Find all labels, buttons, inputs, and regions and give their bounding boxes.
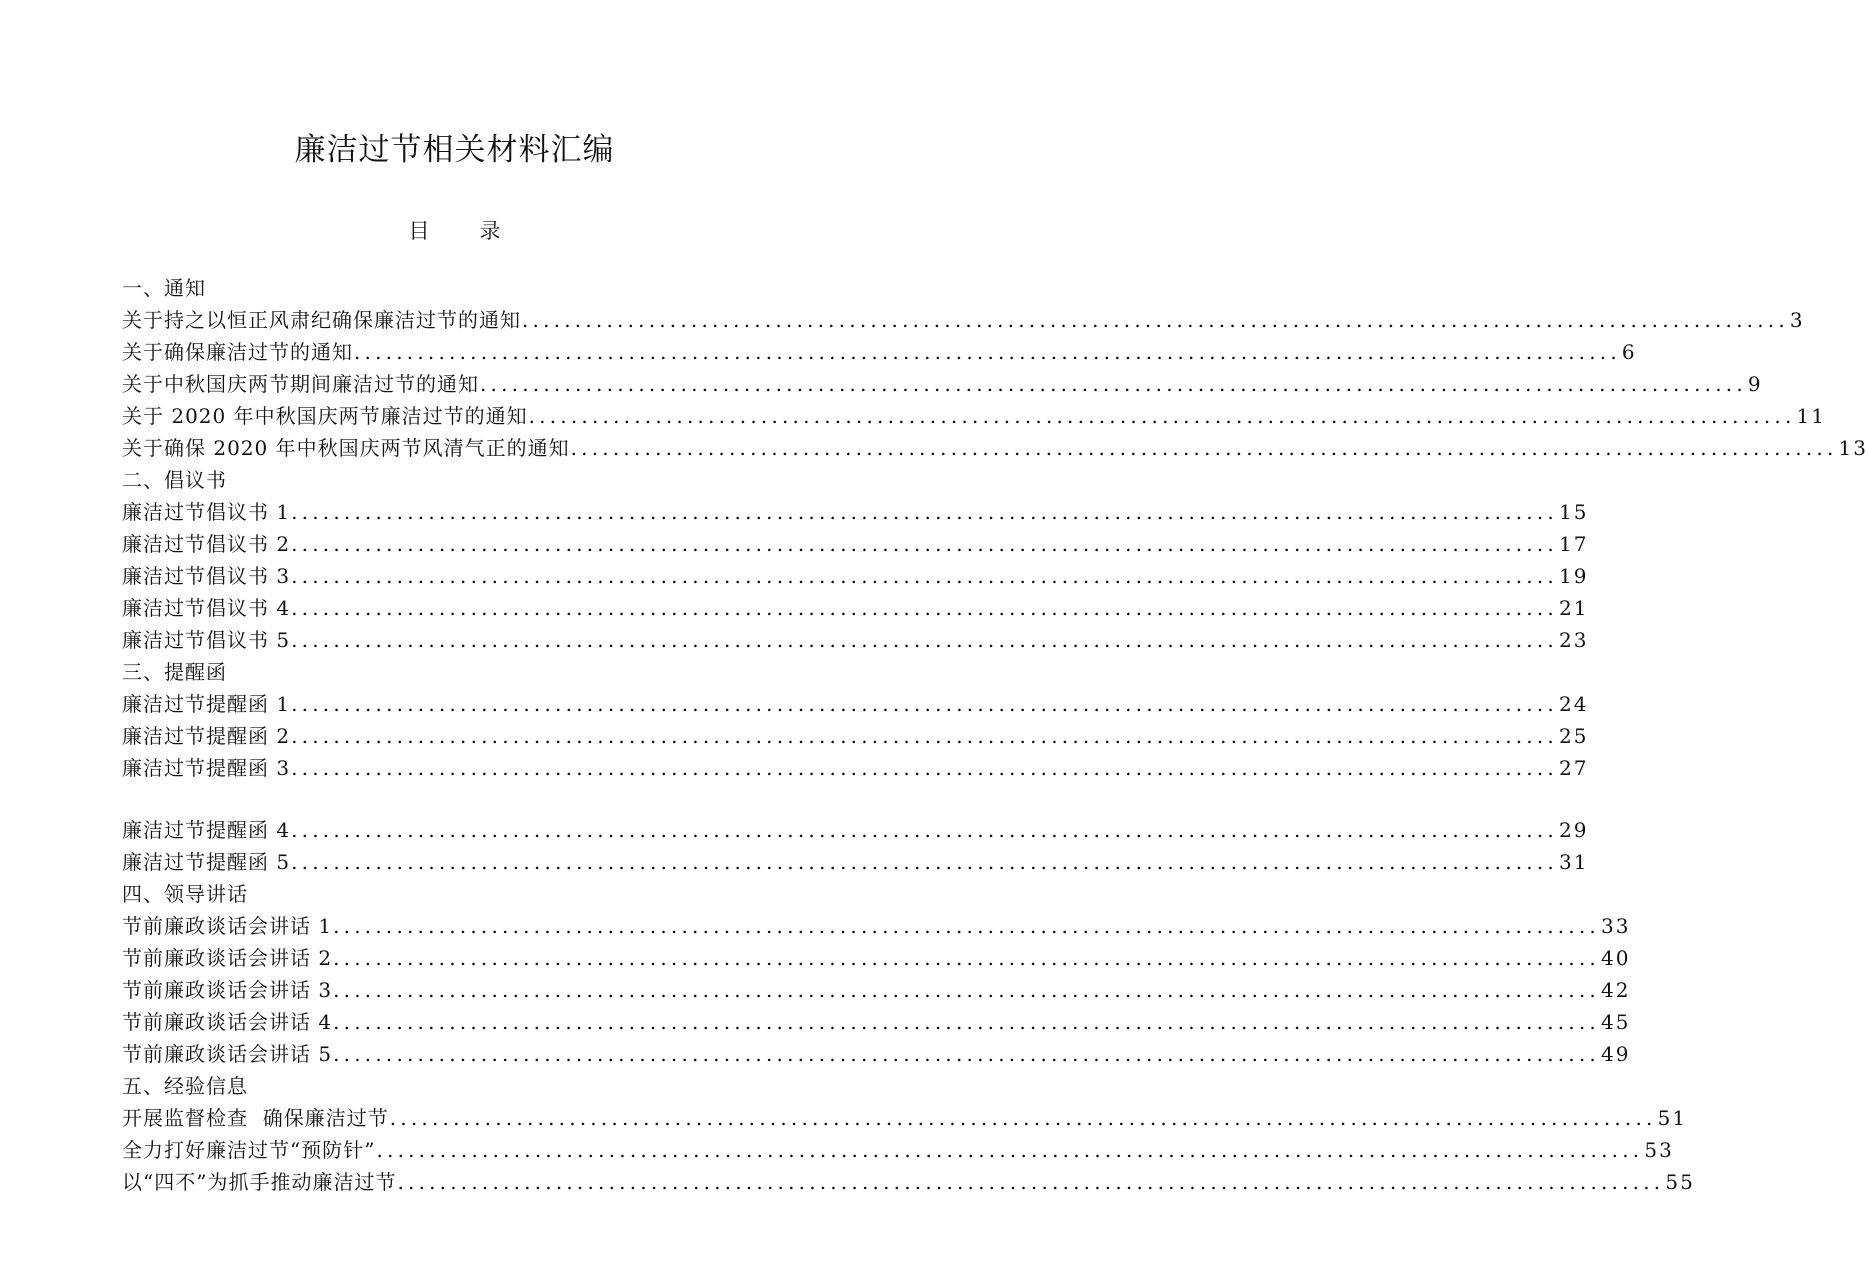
- toc-page-number: 19: [1558, 564, 1589, 588]
- toc-page-number: 33: [1600, 914, 1631, 938]
- toc-entry[interactable]: [122, 1102, 1688, 1134]
- toc-dot-leader: ........................................................................................................................: [291, 850, 1558, 874]
- toc-entry-label: 关于持之以恒正风肃纪确保廉洁过节的通知: [122, 308, 521, 332]
- toc-entry[interactable]: [122, 752, 1589, 784]
- toc-section-heading: 一、通知: [122, 276, 206, 300]
- toc-entry-label: 廉洁过节倡议书 5: [122, 628, 291, 652]
- toc-page-number: 23: [1558, 628, 1589, 652]
- toc-entry-label: 节前廉政谈话会讲话 4: [122, 1010, 333, 1034]
- toc-page-number: 49: [1600, 1042, 1631, 1066]
- toc-spacer: [122, 784, 793, 814]
- toc-entry[interactable]: [122, 592, 1589, 624]
- toc-entry[interactable]: [122, 400, 1826, 432]
- table-of-contents: [122, 272, 1868, 1198]
- toc-dot-leader: ........................................................................................................................: [291, 818, 1558, 842]
- toc-entry[interactable]: [122, 1006, 1631, 1038]
- toc-entry[interactable]: [122, 528, 1589, 560]
- toc-entry[interactable]: [122, 688, 1589, 720]
- toc-page-number: 53: [1644, 1138, 1674, 1162]
- toc-entry-label: 廉洁过节提醒函 2: [122, 724, 291, 748]
- toc-page-number: 9: [1747, 372, 1763, 396]
- toc-entry[interactable]: [122, 496, 1589, 528]
- toc-entry[interactable]: [122, 1134, 1674, 1166]
- toc-entry-label: 节前廉政谈话会讲话 1: [122, 914, 333, 938]
- toc-dot-leader: ........................................................................................................................: [397, 1170, 1665, 1194]
- toc-dot-leader: ........................................................................................................................: [333, 978, 1600, 1002]
- toc-entry-label: 关于 2020 年中秋国庆两节廉洁过节的通知: [122, 404, 528, 428]
- toc-page-number: 24: [1558, 692, 1589, 716]
- toc-entry-label: 关于确保 2020 年中秋国庆两节风清气正的通知: [122, 436, 570, 460]
- toc-dot-leader: ........................................................................................................................: [480, 372, 1747, 396]
- document-title: 廉洁过节相关材料汇编: [294, 132, 615, 168]
- toc-dot-leader: ........................................................................................................................: [354, 340, 1621, 364]
- toc-page-number: 27: [1558, 756, 1589, 780]
- toc-entry-label: 关于确保廉洁过节的通知: [122, 340, 353, 364]
- toc-entry[interactable]: [122, 624, 1589, 656]
- toc-section-heading: 四、领导讲话: [122, 882, 248, 906]
- toc-entry[interactable]: [122, 942, 1631, 974]
- toc-entry-label: 廉洁过节倡议书 3: [122, 564, 291, 588]
- toc-entry[interactable]: [122, 304, 1805, 336]
- toc-entry[interactable]: [122, 846, 1589, 878]
- toc-page-number: 40: [1600, 946, 1631, 970]
- toc-dot-leader: ........................................................................................................................: [522, 308, 1789, 332]
- toc-heading-left: 目: [408, 219, 430, 243]
- toc-page-number: 25: [1558, 724, 1589, 748]
- toc-entry-label: 廉洁过节倡议书 2: [122, 532, 291, 556]
- toc-page-number: 55: [1665, 1170, 1695, 1194]
- toc-entry-label: 节前廉政谈话会讲话 3: [122, 978, 333, 1002]
- toc-entry-label: 廉洁过节提醒函 5: [122, 850, 291, 874]
- toc-page-number: 15: [1558, 500, 1589, 524]
- toc-page-number: 11: [1796, 404, 1826, 428]
- toc-entry[interactable]: [122, 368, 1763, 400]
- toc-entry-label: 廉洁过节提醒函 3: [122, 756, 291, 780]
- toc-page-number: 51: [1657, 1106, 1688, 1130]
- toc-page-number: 6: [1621, 340, 1637, 364]
- toc-dot-leader: ........................................................................................................................: [570, 436, 1838, 460]
- toc-entry[interactable]: [122, 720, 1589, 752]
- toc-entry[interactable]: [122, 974, 1631, 1006]
- toc-dot-leader: ........................................................................................................................: [291, 628, 1558, 652]
- toc-entry[interactable]: [122, 910, 1631, 942]
- toc-dot-leader: ........................................................................................................................: [291, 532, 1558, 556]
- toc-dot-leader: ........................................................................................................................: [291, 564, 1558, 588]
- toc-section-heading: 五、经验信息: [122, 1074, 248, 1098]
- toc-dot-leader: ........................................................................................................................: [291, 500, 1558, 524]
- toc-entry[interactable]: [122, 1038, 1631, 1070]
- toc-entry-label: 廉洁过节提醒函 1: [122, 692, 291, 716]
- toc-dot-leader: ........................................................................................................................: [291, 724, 1558, 748]
- toc-entry[interactable]: [122, 814, 1589, 846]
- toc-page-number: 17: [1558, 532, 1589, 556]
- toc-heading: [0, 216, 909, 246]
- toc-entry[interactable]: [122, 432, 1868, 464]
- toc-dot-leader: ........................................................................................................................: [291, 756, 1558, 780]
- toc-entry[interactable]: [122, 1166, 1695, 1198]
- toc-entry-label: 全力打好廉洁过节“预防针”: [122, 1138, 376, 1162]
- toc-page-number: 3: [1789, 308, 1805, 332]
- toc-dot-leader: ........................................................................................................................: [333, 914, 1600, 938]
- toc-page-number: 45: [1600, 1010, 1631, 1034]
- toc-entry-label: 以“四不”为抓手推动廉洁过节: [122, 1170, 397, 1194]
- toc-dot-leader: ........................................................................................................................: [389, 1106, 1657, 1130]
- toc-page-number: 21: [1558, 596, 1589, 620]
- toc-page-number: 29: [1558, 818, 1589, 842]
- toc-entry-label: 廉洁过节倡议书 4: [122, 596, 291, 620]
- toc-dot-leader: ........................................................................................................................: [333, 1010, 1600, 1034]
- toc-entry-label: 节前廉政谈话会讲话 5: [122, 1042, 333, 1066]
- toc-dot-leader: ........................................................................................................................: [528, 404, 1796, 428]
- toc-section-heading: 二、倡议书: [122, 468, 227, 492]
- toc-page-number: 31: [1558, 850, 1589, 874]
- toc-entry-label: 关于中秋国庆两节期间廉洁过节的通知: [122, 372, 479, 396]
- toc-entry[interactable]: [122, 560, 1589, 592]
- toc-page-number: 42: [1600, 978, 1631, 1002]
- toc-dot-leader: ........................................................................................................................: [333, 1042, 1600, 1066]
- toc-dot-leader: ........................................................................................................................: [376, 1138, 1644, 1162]
- toc-dot-leader: ........................................................................................................................: [291, 596, 1558, 620]
- toc-entry-label: 开展监督检查 确保廉洁过节: [122, 1106, 389, 1130]
- toc-page-number: 13: [1838, 436, 1868, 460]
- toc-dot-leader: ........................................................................................................................: [291, 692, 1558, 716]
- toc-heading-right: 录: [479, 219, 501, 243]
- toc-dot-leader: ........................................................................................................................: [333, 946, 1600, 970]
- toc-entry[interactable]: [122, 336, 1637, 368]
- toc-entry-label: 节前廉政谈话会讲话 2: [122, 946, 333, 970]
- toc-section-heading: 三、提醒函: [122, 660, 227, 684]
- toc-entry-label: 廉洁过节提醒函 4: [122, 818, 291, 842]
- toc-entry-label: 廉洁过节倡议书 1: [122, 500, 291, 524]
